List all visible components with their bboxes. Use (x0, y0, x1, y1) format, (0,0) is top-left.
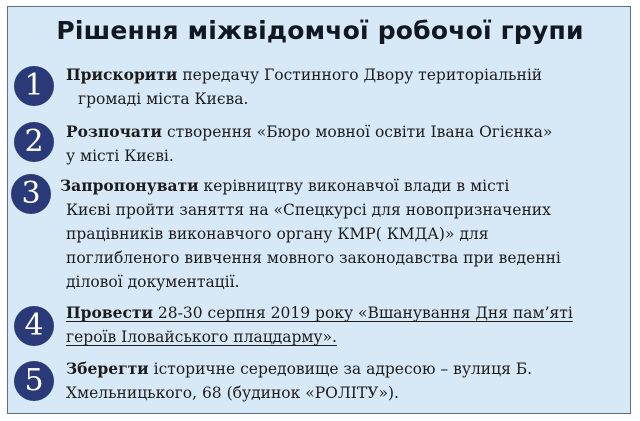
item-line: громаді міста Києва. (78, 90, 249, 108)
item-line (66, 301, 626, 325)
number-badge-5: 5 (14, 361, 54, 401)
item-line: Києві пройти заняття на «Спецкурсі для новопризначених (66, 201, 551, 219)
number-badge-1: 1 (14, 66, 54, 106)
item-verb: Запропонувати (60, 176, 199, 195)
item-text-3 (60, 174, 620, 294)
item-text-1 (66, 63, 626, 111)
item-line (66, 63, 626, 87)
item-verb: Зберегти (66, 359, 149, 378)
item-line: поглибленого вивчення мовного законодавства при веденні (66, 249, 561, 267)
number-badge-4: 4 (14, 306, 54, 346)
item-line: у місті Києві. (66, 147, 174, 165)
decision-panel (7, 6, 631, 414)
item-line (60, 174, 620, 198)
item-verb: Провести (66, 303, 153, 322)
number-badge-3: 3 (11, 174, 51, 214)
item-line (66, 357, 626, 381)
item-verb: Розпочати (66, 122, 163, 141)
item-line: ділової документації. (66, 273, 240, 291)
panel-title: Рішення міжвідомчої робочої групи (56, 16, 584, 45)
number-badge-2: 2 (14, 122, 54, 162)
item-line (66, 120, 626, 144)
item-rest: 28-30 серпня 2019 року «Вшанування Дня пам’яті (152, 304, 573, 322)
item-rest: історичне середовище за адресою – вулиця Б. (148, 360, 533, 378)
item-text-5 (66, 357, 626, 405)
item-text-4 (66, 301, 626, 349)
item-rest: керівництву виконавчої влади в місті (198, 177, 510, 195)
item-line: героїв Іловайського плацдарму». (66, 328, 337, 346)
item-verb: Прискорити (66, 65, 178, 84)
item-rest: створення «Бюро мовної освіти Івана Огієнка» (162, 123, 553, 141)
item-line: Хмельницького, 68 (будинок «РОЛІТУ»). (66, 384, 399, 402)
item-text-2 (66, 120, 626, 168)
item-rest: передачу Гостинного Двору територіальній (177, 66, 543, 84)
item-line: працівників виконавчого органу КМР( КМДА)» для (66, 225, 489, 243)
